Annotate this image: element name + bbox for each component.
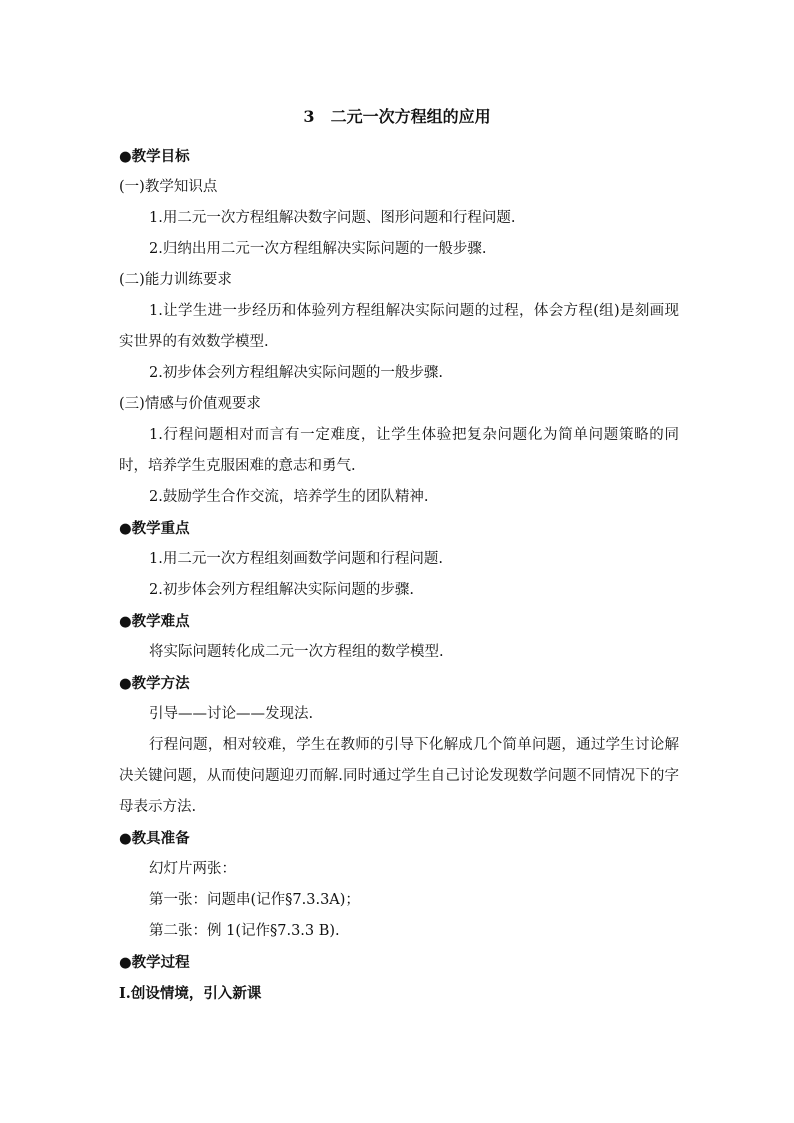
ability-subheading: (二)能力训练要求 (119, 272, 232, 288)
title-text: 二元一次方程组的应用 (330, 107, 491, 126)
document-body (119, 141, 679, 1009)
section-number: 3 (303, 107, 315, 126)
keypoint-item-1: 1.用二元一次方程组刻画数学问题和行程问题. (149, 551, 443, 567)
difficulty-heading: ●教学难点 (119, 613, 190, 630)
tools-heading: ●教具准备 (119, 830, 190, 847)
knowledge-item-1: 1.用二元一次方程组解决数字问题、图形问题和行程问题. (149, 210, 516, 226)
objectives-heading: ●教学目标 (119, 148, 190, 165)
knowledge-item-2: 2.归纳出用二元一次方程组解决实际问题的一般步骤. (149, 241, 487, 257)
page-title (0, 104, 794, 130)
method-item-2: 行程问题，相对较难，学生在教师的引导下化解成几个简单问题，通过学生讨论解决关键问题，从而使问题迎刃而解.同时通过学生自己讨论发现数学问题不同情况下的字母表示方法. (119, 737, 679, 815)
emotion-item-1: 1.行程问题相对而言有一定难度，让学生体验把复杂问题化为简单问题策略的同时，培养学生克服困难的意志和勇气. (119, 427, 679, 474)
emotion-subheading: (三)情感与价值观要求 (119, 396, 261, 412)
knowledge-subheading: (一)教学知识点 (119, 179, 218, 195)
ability-item-1: 1.让学生进一步经历和体验列方程组解决实际问题的过程，体会方程(组)是刻画现实世界的有效数学模型. (119, 303, 679, 350)
keypoint-item-2: 2.初步体会列方程组解决实际问题的步骤. (149, 582, 414, 598)
difficulty-item-1: 将实际问题转化成二元一次方程组的数学模型. (149, 644, 444, 660)
keypoints-heading: ●教学重点 (119, 520, 190, 537)
process-heading: ●教学过程 (119, 954, 190, 971)
emotion-item-2: 2.鼓励学生合作交流，培养学生的团队精神. (149, 489, 429, 505)
ability-item-2: 2.初步体会列方程组解决实际问题的一般步骤. (149, 365, 443, 381)
method-item-1: 引导——讨论——发现法. (149, 706, 314, 722)
tools-item-3: 第二张：例 1(记作§7.3.3 B). (149, 923, 340, 939)
method-heading: ●教学方法 (119, 675, 190, 692)
tools-item-1: 幻灯片两张： (149, 861, 236, 877)
process-step-1: Ⅰ.创设情境，引入新课 (119, 985, 262, 1002)
tools-item-2: 第一张：问题串(记作§7.3.3A)； (149, 892, 360, 908)
